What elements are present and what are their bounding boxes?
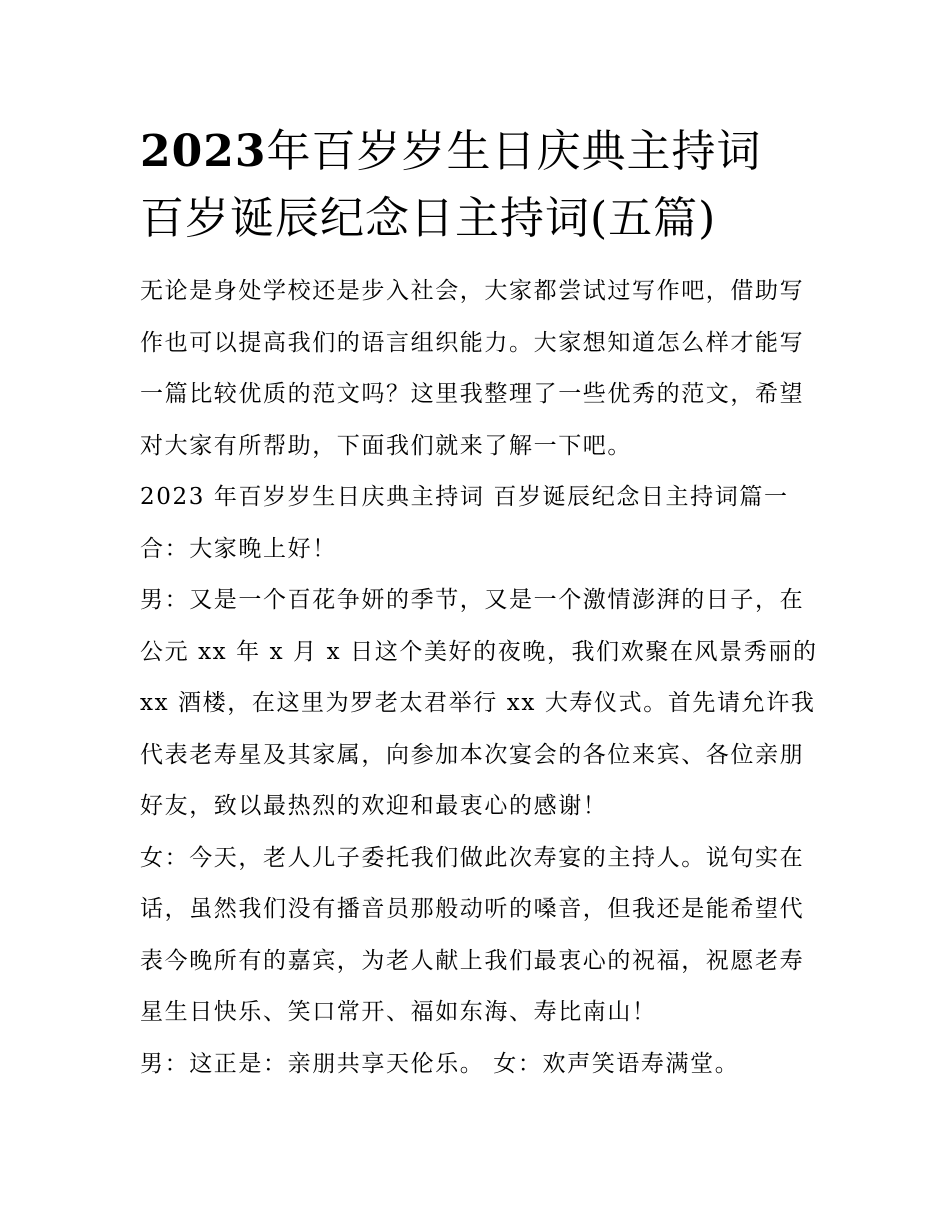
dialogue-line: 话，虽然我们没有播音员那般动听的嗓音，但我还是能希望代 <box>140 896 805 922</box>
dialogue-line: 女：今天，老人儿子委托我们做此次寿宴的主持人。说句实在 <box>140 844 805 871</box>
intro-line: 一篇比较优质的范文吗？这里我整理了一些优秀的范文，希望 <box>140 381 805 407</box>
dialogue-line: 男：这正是：亲朋共享天伦乐。 女：欢声笑语寿满堂。 <box>140 1050 740 1077</box>
dialogue-line: 星生日快乐、笑口常开、福如东海、寿比南山！ <box>140 999 657 1025</box>
dialogue-line: 公元 xx 年 x 月 x 日这个美好的夜晚，我们欢聚在风景秀丽的 <box>140 638 818 665</box>
dialogue-paragraph <box>140 524 815 576</box>
dialogue-line: xx 酒楼，在这里为罗老太君举行 xx 大寿仪式。首先请允许我 <box>140 690 816 716</box>
dialogue-paragraph <box>140 575 818 833</box>
dialogue-line: 好友，致以最热烈的欢迎和最衷心的感谢！ <box>140 793 608 819</box>
dialogue-paragraph <box>140 833 815 1039</box>
intro-line: 作也可以提高我们的语言组织能力。大家想知道怎么样才能写 <box>140 329 805 356</box>
intro-line: 对大家有所帮助，下面我们就来了解一下吧。 <box>140 432 632 459</box>
intro-paragraph <box>140 266 815 472</box>
dialogue-line: 男：又是一个百花争妍的季节，又是一个激情澎湃的日子，在 <box>140 587 805 613</box>
dialogue-line: 合：大家晚上好！ <box>140 535 337 562</box>
title-year: 2023 <box>140 126 267 177</box>
document-title <box>140 118 815 252</box>
dialogue-paragraph <box>140 1039 815 1091</box>
title-line-1-text: 年百岁岁生日庆典主持词 <box>266 126 762 177</box>
dialogue-line: 代表老寿星及其家属，向参加本次宴会的各位来宾、各位亲朋 <box>140 741 805 768</box>
document-body <box>140 266 818 1090</box>
section-heading-text: 2023 年百岁岁生日庆典主持词 百岁诞辰纪念日主持词篇一 <box>140 484 789 510</box>
intro-line: 无论是身处学校还是步入社会，大家都尝试过写作吧，借助写 <box>140 278 805 304</box>
title-line-2: 百岁诞辰纪念日主持词(五篇) <box>140 193 717 244</box>
title-line-1 <box>140 118 815 185</box>
dialogue-line: 表今晚所有的嘉宾，为老人献上我们最衷心的祝福，祝愿老寿 <box>140 947 805 974</box>
document-content <box>140 118 818 1090</box>
section-heading <box>140 472 815 524</box>
